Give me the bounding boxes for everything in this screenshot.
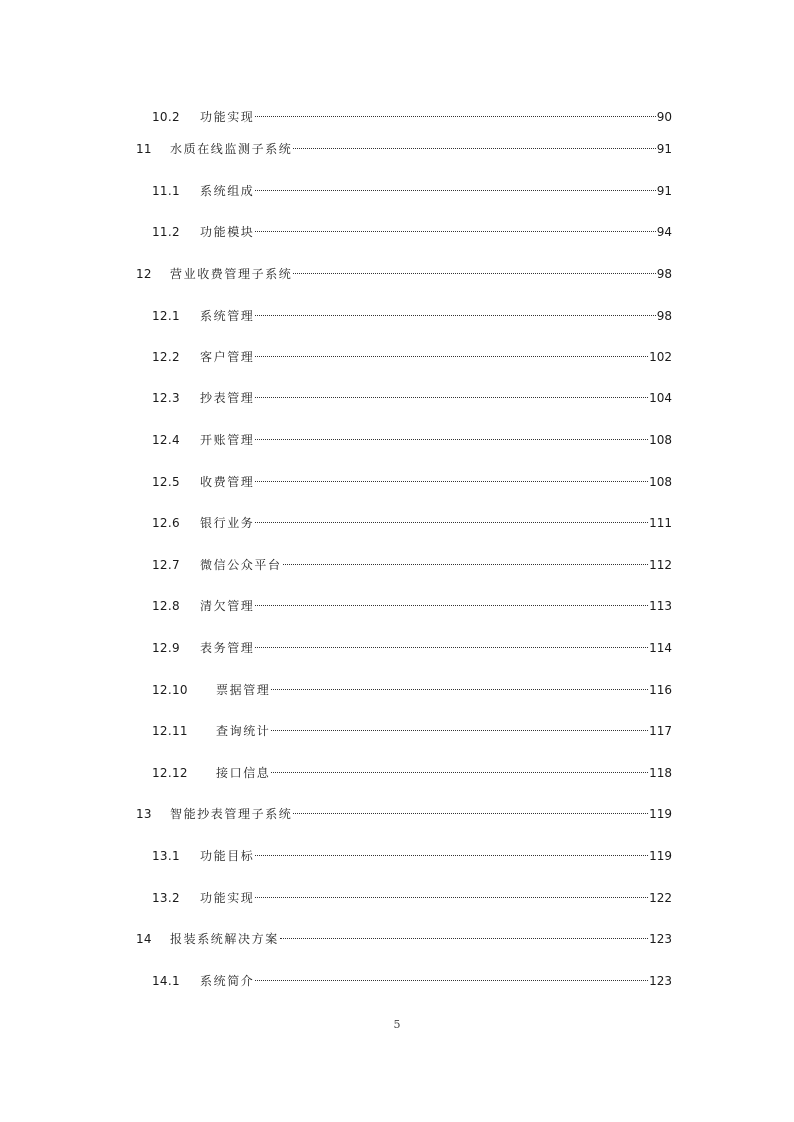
toc-entry-page: 118: [649, 766, 672, 780]
dot-leader: [255, 382, 648, 402]
toc-entry-number: 13: [136, 807, 152, 821]
toc-entry[interactable]: [152, 965, 672, 988]
toc-entry-title: 水质在线监测子系统: [170, 142, 293, 156]
dot-leader: [271, 674, 648, 694]
toc-entry[interactable]: [136, 133, 672, 156]
toc-entry-title: 营业收费管理子系统: [170, 267, 293, 281]
toc-entry-title: 系统管理: [200, 309, 255, 323]
toc-entry-page: 116: [649, 683, 672, 697]
toc-entry-page: 117: [649, 724, 672, 738]
toc-entry-number: 12.9: [152, 641, 180, 655]
toc-entry-page: 108: [649, 475, 672, 489]
toc-entry-page: 104: [649, 391, 672, 405]
toc-entry[interactable]: [152, 715, 672, 738]
toc-entry-title: 清欠管理: [200, 599, 255, 613]
toc-entry[interactable]: [152, 840, 672, 863]
toc-entry-number: 12.3: [152, 391, 180, 405]
toc-entry-number: 12.11: [152, 724, 188, 738]
toc-entry-page: 98: [656, 267, 672, 281]
toc-entry-page: 102: [649, 350, 672, 364]
toc-entry-page: 113: [649, 599, 672, 613]
dot-leader: [293, 258, 655, 278]
toc-entry-number: 12.1: [152, 309, 180, 323]
dot-leader: [255, 175, 655, 195]
dot-leader: [255, 101, 655, 121]
toc-entry-title: 功能实现: [200, 891, 255, 905]
toc-entry-page: 98: [656, 309, 672, 323]
toc-entry-number: 14: [136, 932, 152, 946]
dot-leader: [255, 424, 648, 444]
toc-entry-title: 收费管理: [200, 475, 255, 489]
toc-entry-page: 111: [649, 516, 672, 530]
toc-entry[interactable]: [152, 300, 672, 323]
toc-entry-title: 功能模块: [200, 225, 255, 239]
dot-leader: [255, 882, 648, 902]
toc-entry-title: 票据管理: [216, 683, 271, 697]
dot-leader: [255, 341, 648, 361]
toc-entry-number: 11: [136, 142, 152, 156]
toc-entry-number: 14.1: [152, 974, 180, 988]
toc-entry[interactable]: [152, 382, 672, 405]
toc-entry-number: 12: [136, 267, 152, 281]
toc-entry-page: 91: [656, 184, 672, 198]
toc-entry-title: 开账管理: [200, 433, 255, 447]
toc-entry[interactable]: [152, 632, 672, 655]
dot-leader: [293, 798, 648, 818]
dot-leader: [255, 590, 648, 610]
toc-entry[interactable]: [152, 674, 672, 697]
toc-entry-title: 系统简介: [200, 974, 255, 988]
toc-entry-title: 微信公众平台: [200, 558, 282, 572]
toc-entry-number: 13.1: [152, 849, 180, 863]
toc-entry-title: 表务管理: [200, 641, 255, 655]
toc-entry-page: 123: [649, 932, 672, 946]
dot-leader: [255, 216, 655, 236]
toc-entry-title: 接口信息: [216, 766, 271, 780]
toc-entry-page: 94: [656, 225, 672, 239]
toc-entry[interactable]: [152, 590, 672, 613]
toc-entry-number: 11.2: [152, 225, 180, 239]
toc-entry[interactable]: [152, 757, 672, 780]
toc-entry-page: 119: [649, 849, 672, 863]
toc-entry-title: 功能目标: [200, 849, 255, 863]
toc-entry[interactable]: [152, 175, 672, 198]
dot-leader: [255, 632, 648, 652]
toc-entry-title: 抄表管理: [200, 391, 255, 405]
dot-leader: [280, 923, 648, 943]
toc-entry[interactable]: [136, 258, 672, 281]
toc-entry[interactable]: [152, 341, 672, 364]
toc-entry-title: 客户管理: [200, 350, 255, 364]
toc-entry[interactable]: [136, 798, 672, 821]
toc-entry[interactable]: [152, 101, 672, 124]
toc-entry[interactable]: [152, 882, 672, 905]
toc-entry-number: 12.5: [152, 475, 180, 489]
toc-entry-page: 122: [649, 891, 672, 905]
page-number: 5: [393, 1018, 401, 1031]
toc-entry-page: 108: [649, 433, 672, 447]
toc-entry[interactable]: [152, 466, 672, 489]
dot-leader: [271, 715, 648, 735]
toc-entry[interactable]: [152, 507, 672, 530]
toc-entry-title: 查询统计: [216, 724, 271, 738]
toc-entry-page: 119: [649, 807, 672, 821]
toc-entry-number: 12.7: [152, 558, 180, 572]
toc-entry-page: 114: [649, 641, 672, 655]
dot-leader: [255, 507, 648, 527]
dot-leader: [255, 466, 648, 486]
dot-leader: [255, 840, 648, 860]
toc-entry[interactable]: [136, 923, 672, 946]
toc-entry-title: 报装系统解决方案: [170, 932, 279, 946]
toc-entry-page: 112: [649, 558, 672, 572]
toc-entry-number: 12.4: [152, 433, 180, 447]
toc-entry-title: 系统组成: [200, 184, 255, 198]
toc-entry-number: 10.2: [152, 110, 180, 124]
toc-entry-number: 12.2: [152, 350, 180, 364]
dot-leader: [255, 965, 648, 985]
toc-entry-number: 12.12: [152, 766, 188, 780]
toc-entry[interactable]: [152, 216, 672, 239]
toc-entry-number: 12.6: [152, 516, 180, 530]
dot-leader: [255, 300, 655, 320]
toc-entry-page: 91: [656, 142, 672, 156]
toc-entry-number: 13.2: [152, 891, 180, 905]
toc-entry-title: 智能抄表管理子系统: [170, 807, 293, 821]
toc-entry-title: 银行业务: [200, 516, 255, 530]
toc-entry-number: 12.10: [152, 683, 188, 697]
dot-leader: [283, 549, 648, 569]
toc-entry-number: 11.1: [152, 184, 180, 198]
toc-entry-number: 12.8: [152, 599, 180, 613]
toc-entry-page: 90: [656, 110, 672, 124]
toc-entry[interactable]: [152, 549, 672, 572]
toc-entry-title: 功能实现: [200, 110, 255, 124]
dot-leader: [271, 757, 648, 777]
dot-leader: [293, 133, 655, 153]
toc-entry[interactable]: [152, 424, 672, 447]
toc-entry-page: 123: [649, 974, 672, 988]
